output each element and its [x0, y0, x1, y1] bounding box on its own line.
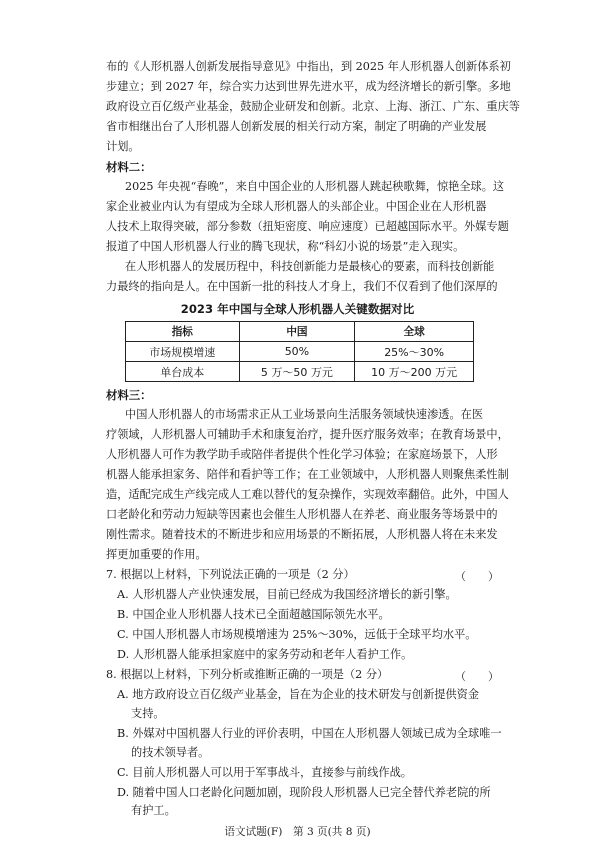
material2-heading: 材料二： [106, 160, 152, 174]
material2-line: 人技术上取得突破，部分参数（扭矩密度、响应速度）已超越国际水平。外媒专题 [106, 220, 509, 233]
table-header-cell: 指标 [126, 322, 240, 342]
question-7-option-d[interactable]: D. 人形机器人能承担家庭中的家务劳动和老年人看护工作。 [117, 648, 413, 661]
table-cell: 单台成本 [126, 362, 240, 382]
table-header-row [126, 322, 474, 342]
page-footer: 语文试题(F) 第 3 页(共 8 页) [224, 826, 371, 838]
table-header-cell: 中国 [239, 322, 355, 342]
material2-line: 2025 年央视“春晚”，来自中国企业的人形机器人跳起秧歌舞，惊艳全球。这 [125, 180, 505, 193]
question-8-option-d[interactable]: D. 随着中国人口老龄化问题加剧，现阶段人形机器人已完全替代养老院的所 [117, 786, 491, 799]
data-table [125, 321, 474, 382]
question-8-option-a[interactable]: A. 地方政府设立百亿级产业基金，旨在为企业的技术研发与创新提供资金 [117, 688, 480, 701]
question-8-answer-blank[interactable]: （ ） [455, 670, 499, 683]
material2-line: 力最终的指向是人。在中国新一批的科技人才身上，我们不仅看到了他们深厚的 [106, 280, 498, 293]
question-7-answer-blank[interactable]: （ ） [455, 570, 499, 583]
question-7-option-b[interactable]: B. 中国企业人形机器人技术已全面超越国际领先水平。 [117, 608, 390, 621]
table-cell: 5 万～50 万元 [239, 362, 355, 382]
question-7-option-c[interactable]: C. 中国人形机器人市场规模增速为 25%～30%，远低于全球平均水平。 [117, 628, 477, 641]
material2-line: 家企业被业内认为有望成为全球人形机器人的头部企业。中国企业在人形机器 [106, 200, 487, 213]
table-cell: 市场规模增速 [126, 342, 240, 362]
material3-line: 中国人形机器人的市场需求正从工业场景向生活服务领域快速渗透。在医 [125, 408, 484, 421]
material3-line: 挥更加重要的作用。 [106, 548, 207, 561]
material3-line: 疗领域，人形机器人可辅助手术和康复治疗，提升医疗服务效率；在教育场景中， [106, 428, 509, 441]
intro-line: 政府设立百亿级产业基金，鼓励企业研发和创新。北京、上海、浙江、广东、重庆等 [106, 100, 520, 113]
table-row [126, 342, 474, 362]
question-8-option-b[interactable]: B. 外媒对中国机器人行业的评价表明，中国在人形机器人领域已成为全球唯一 [117, 727, 502, 740]
question-8-stem: 8. 根据以上材料，下列分析或推断正确的一项是（2 分） [106, 668, 389, 681]
question-8-option-d-cont: 有护工。 [131, 804, 176, 817]
intro-line: 计划。 [106, 140, 140, 153]
material3-line: 口老龄化和劳动力短缺等因素也会催生人形机器人在养老、商业服务等场景中的 [106, 508, 498, 521]
table-row [126, 362, 474, 382]
table-cell: 25%～30% [355, 342, 474, 362]
question-8-option-c[interactable]: C. 目前人形机器人可以用于军事战斗，直接参与前线作战。 [117, 766, 412, 779]
table-cell: 50% [239, 342, 355, 362]
intro-line: 布的《人形机器人创新发展指导意见》中指出，到 2025 年人形机器人创新体系初 [106, 60, 511, 73]
intro-line: 步建立；到 2027 年，综合实力达到世界先进水平，成为经济增长的新引擎。多地 [106, 80, 511, 93]
question-7-option-a[interactable]: A. 人形机器人产业快速发展，目前已经成为我国经济增长的新引擎。 [117, 588, 457, 601]
material3-line: 造，适配完成生产线完成人工难以替代的复杂操作，实现效率翻倍。此外，中国人 [106, 488, 509, 501]
material2-line: 报道了中国人形机器人行业的腾飞现状，称“科幻小说的场景”走入现实。 [106, 240, 465, 253]
material2-line: 在人形机器人的发展历程中，科技创新能力是最核心的要素，而科技创新能 [125, 260, 495, 273]
material3-line: 刚性需求。随着技术的不断进步和应用场景的不断拓展，人形机器人将在未来发 [106, 528, 498, 541]
table-header-cell: 全球 [355, 322, 474, 342]
question-8-option-b-cont: 的技术领导者。 [131, 746, 210, 759]
table-cell: 10 万～200 万元 [355, 362, 474, 382]
material3-line: 人形机器人可作为教学助手或陪伴者提供个性化学习体验；在家庭场景下，人形 [106, 448, 498, 461]
material3-heading: 材料三： [106, 388, 152, 402]
intro-line: 省市相继出台了人形机器人创新发展的相关行动方案，制定了明确的产业发展 [106, 120, 487, 133]
table-caption: 2023 年中国与全球人形机器人关键数据对比 [180, 302, 415, 316]
question-7-stem: 7. 根据以上材料，下列说法正确的一项是（2 分） [106, 568, 355, 581]
question-8-option-a-cont: 支持。 [131, 707, 165, 720]
material3-line: 机器人能承担家务、陪伴和看护等工作；在工业领域中，人形机器人则聚焦柔性制 [106, 468, 509, 481]
